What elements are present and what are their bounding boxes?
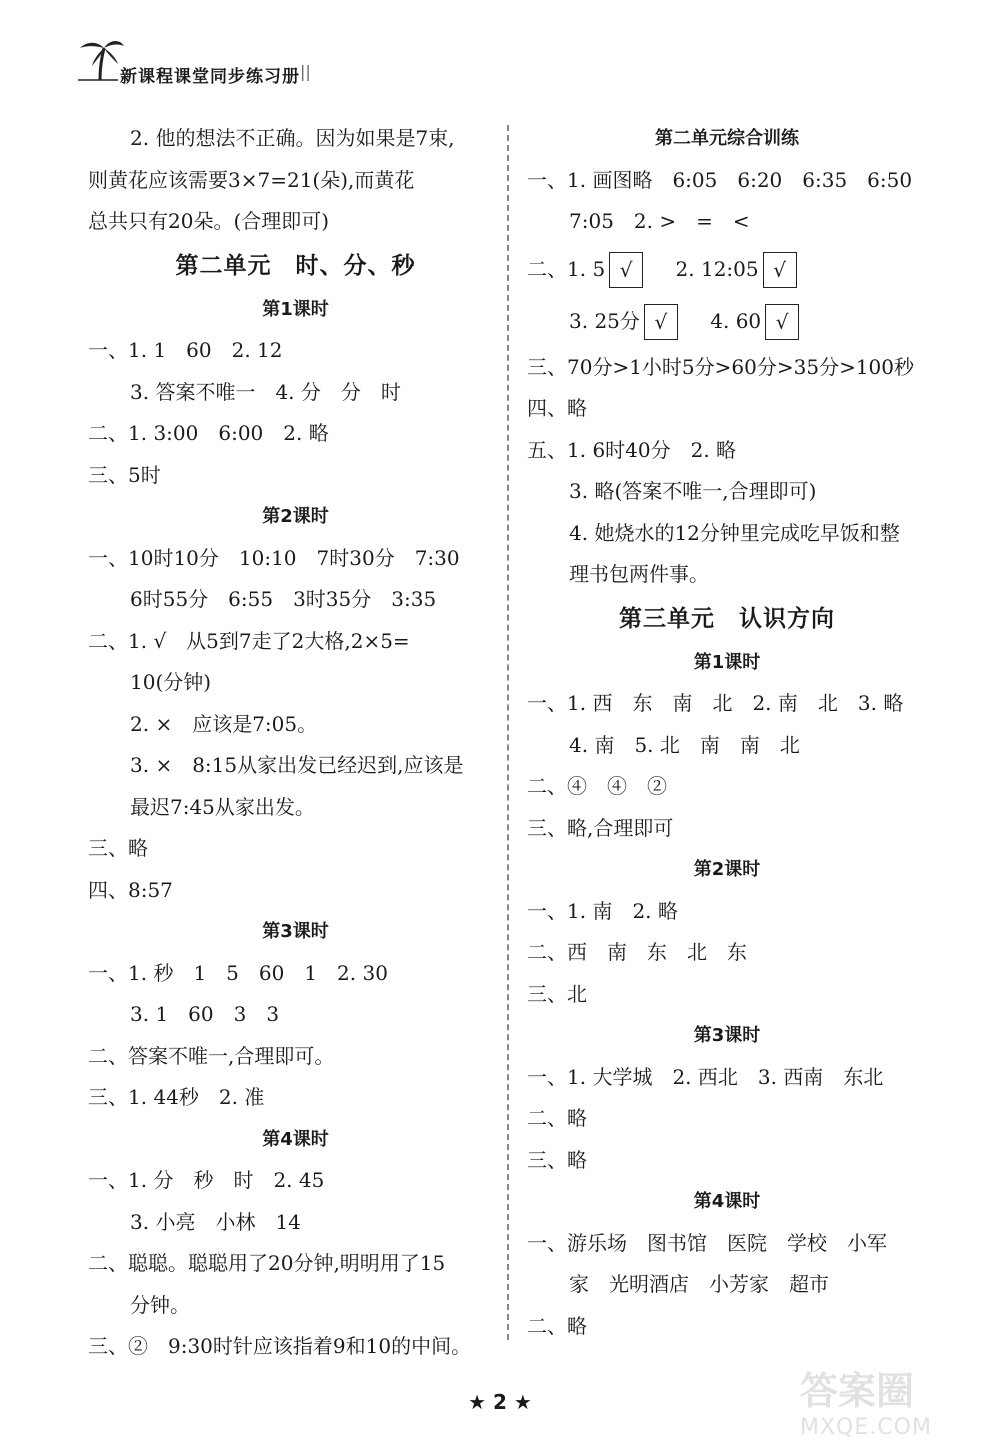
answer-line: 二、略 bbox=[527, 1313, 587, 1338]
answer-line: 一、游乐场 图书馆 医院 学校 小军 bbox=[527, 1230, 887, 1255]
answer-line: 3. 1 60 3 3 bbox=[130, 1002, 280, 1026]
answer-line: 三、70分>1小时5分>60分>35分>100秒 bbox=[527, 354, 915, 379]
answer-line: 6时55分 6:55 3时35分 3:35 bbox=[130, 587, 437, 611]
answer-text: 4. 60 bbox=[710, 308, 762, 333]
answer-line: 最迟7:45从家出发。 bbox=[130, 794, 315, 819]
column-divider bbox=[507, 125, 509, 1340]
lesson-heading: 第4课时 bbox=[262, 1128, 329, 1150]
page-number: ★ 2 ★ bbox=[468, 1390, 532, 1414]
lesson-heading: 第3课时 bbox=[693, 1025, 761, 1046]
watermark-url: MXQE.COM bbox=[800, 1415, 932, 1440]
answer-line: 三、略 bbox=[527, 1147, 587, 1172]
answer-line: 10(分钟) bbox=[130, 670, 212, 694]
palm-tree-icon bbox=[78, 36, 126, 82]
answer-line: 三、略 bbox=[88, 836, 148, 860]
answer-line: 五、1. 6时40分 2. 略 bbox=[527, 437, 737, 462]
answer-line: 理书包两件事。 bbox=[569, 562, 709, 586]
check-box-icon: √ bbox=[763, 252, 797, 288]
answer-line: 二、略 bbox=[527, 1106, 587, 1130]
watermark-logo bbox=[800, 1360, 990, 1440]
page-header bbox=[70, 32, 330, 87]
answer-line: 3. 略(答案不唯一,合理即可) bbox=[569, 479, 817, 503]
header-title: 新课程课堂同步练习册 bbox=[120, 67, 300, 87]
answer-text: 二、1. 5 bbox=[527, 256, 606, 281]
answer-line: 一、1. 画图略 6:05 6:20 6:35 6:50 bbox=[527, 167, 913, 192]
check-box-icon: √ bbox=[644, 304, 678, 340]
answer-line: 总共只有20朵。(合理即可) bbox=[88, 209, 330, 233]
header-bars: || bbox=[300, 62, 311, 81]
unit-title: 第二单元 时、分、秒 bbox=[175, 251, 416, 279]
answer-line: 分钟。 bbox=[130, 1292, 190, 1317]
answer-line: 2. × 应该是7:05。 bbox=[130, 711, 318, 736]
answer-line-with-boxes bbox=[527, 243, 927, 295]
answer-line: 家 光明酒店 小芳家 超市 bbox=[569, 1272, 829, 1296]
answer-line-with-boxes bbox=[527, 295, 927, 347]
answer-line: 三、5时 bbox=[88, 462, 161, 487]
answer-line: 二、聪聪。聪聪用了20分钟,明明用了15 bbox=[88, 1251, 446, 1275]
lesson-heading: 第2课时 bbox=[262, 506, 329, 527]
answer-line: 二、1. √ 从5到7走了2大格,2×5= bbox=[88, 628, 410, 653]
lesson-heading: 第4课时 bbox=[693, 1191, 761, 1212]
answer-line: 四、略 bbox=[527, 396, 587, 420]
answer-line: 四、8:57 bbox=[88, 877, 173, 902]
answer-line: 2. 他的想法不正确。因为如果是7束, bbox=[130, 126, 455, 150]
answer-line: 4. 她烧水的12分钟里完成吃早饭和整 bbox=[569, 520, 900, 545]
check-box-icon: √ bbox=[765, 304, 799, 340]
answer-line: 3. 小亮 小林 14 bbox=[130, 1209, 301, 1234]
answer-line: 一、10时10分 10:10 7时30分 7:30 bbox=[88, 545, 460, 570]
watermark-text: 答案圈 bbox=[800, 1369, 915, 1413]
answer-line: 7:05 2. > = < bbox=[569, 209, 750, 233]
answer-line: 一、1. 西 东 南 北 2. 南 北 3. 略 bbox=[527, 691, 904, 715]
lesson-heading: 第2课时 bbox=[693, 859, 761, 880]
answer-line: 3. 答案不唯一 4. 分 分 时 bbox=[130, 379, 401, 404]
lesson-heading: 第3课时 bbox=[262, 921, 329, 942]
answer-line: 二、1. 3:00 6:00 2. 略 bbox=[88, 421, 329, 445]
lesson-heading: 第1课时 bbox=[693, 651, 761, 673]
answer-line: 一、1. 大学城 2. 西北 3. 西南 东北 bbox=[527, 1064, 884, 1089]
answer-line: 三、略,合理即可 bbox=[527, 815, 674, 840]
answer-line: 则黄花应该需要3×7=21(朵),而黄花 bbox=[88, 167, 415, 192]
left-column bbox=[88, 118, 503, 1368]
check-box-icon: √ bbox=[609, 252, 643, 288]
answer-text: 3. 25分 bbox=[569, 308, 640, 333]
right-column bbox=[527, 118, 927, 1347]
answer-line: 一、1. 1 60 2. 12 bbox=[88, 338, 283, 362]
answer-text: 2. 12:05 bbox=[675, 256, 759, 281]
answer-line: 二、④ ④ ② bbox=[527, 774, 667, 798]
answer-line: 三、② 9:30时针应该指着9和10的中间。 bbox=[88, 1334, 472, 1358]
answer-line: 一、1. 分 秒 时 2. 45 bbox=[88, 1168, 325, 1192]
lesson-heading: 第1课时 bbox=[262, 298, 329, 320]
answer-line: 二、西 南 东 北 东 bbox=[527, 940, 747, 964]
answer-line: 一、1. 秒 1 5 60 1 2. 30 bbox=[88, 960, 388, 985]
answer-line: 一、1. 南 2. 略 bbox=[527, 898, 678, 923]
review-heading: 第二单元综合训练 bbox=[655, 128, 799, 149]
answer-line: 三、1. 44秒 2. 准 bbox=[88, 1085, 265, 1109]
unit-title: 第三单元 认识方向 bbox=[619, 604, 835, 632]
answer-line: 3. × 8:15从家出发已经迟到,应该是 bbox=[130, 753, 464, 777]
answer-line: 4. 南 5. 北 南 南 北 bbox=[569, 732, 800, 757]
answer-line: 二、答案不唯一,合理即可。 bbox=[88, 1043, 335, 1068]
answer-line: 三、北 bbox=[527, 981, 587, 1006]
